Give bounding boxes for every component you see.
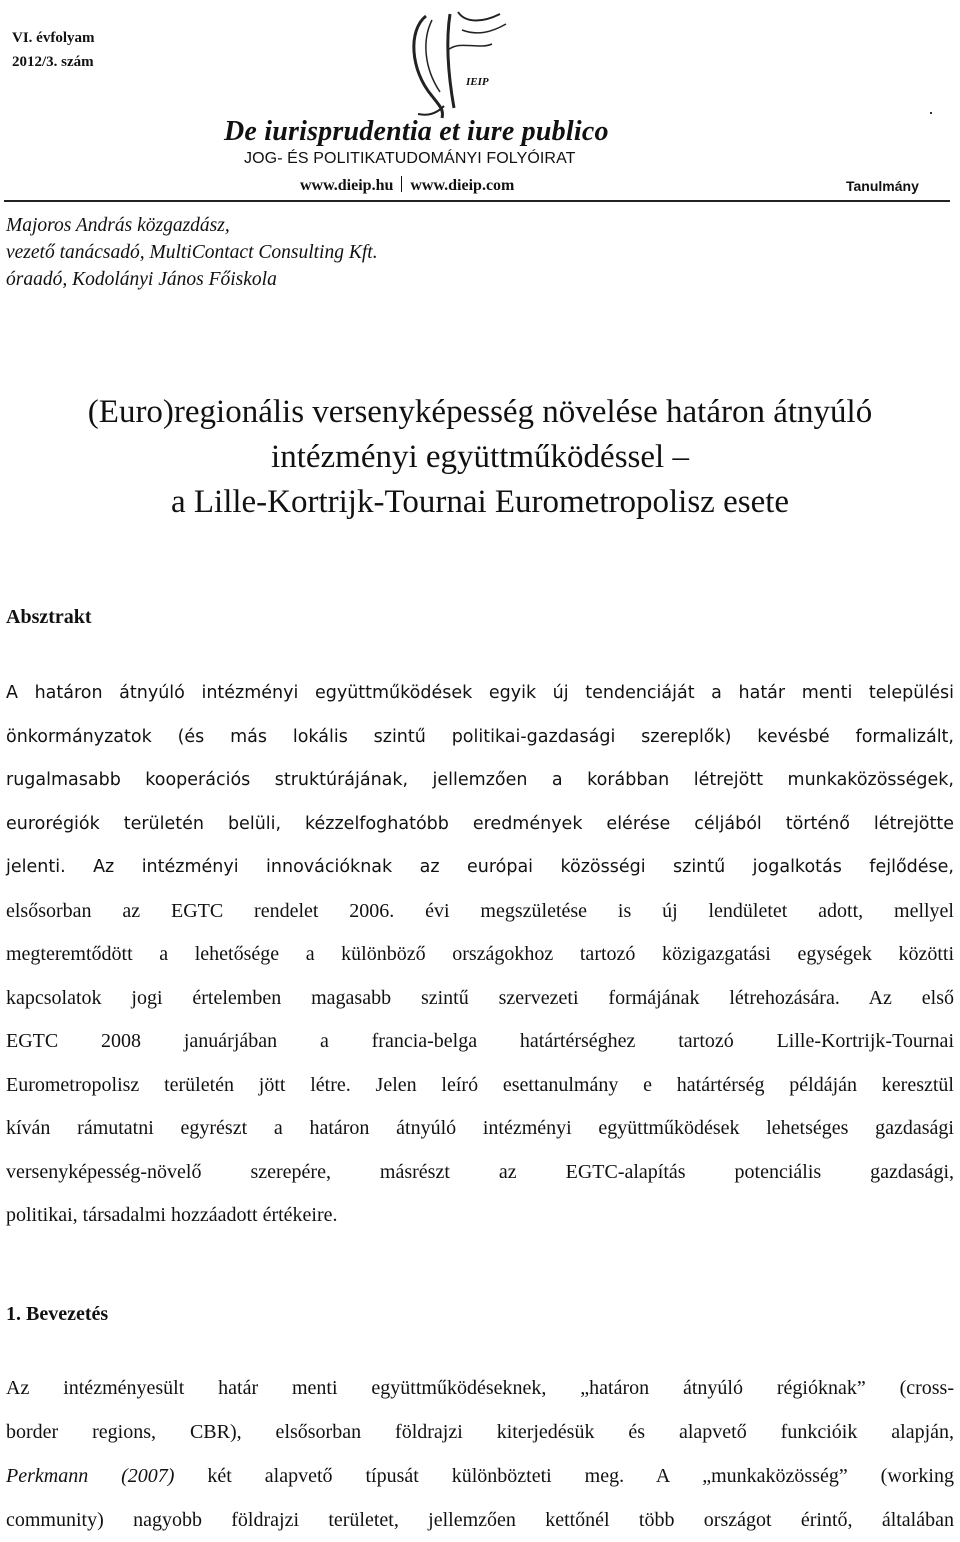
document-type: Tanulmány bbox=[846, 178, 919, 194]
abstract-line: megteremtődött a lehetősége a különböző országokhoz tartozó közigazgatási egységek közötti bbox=[6, 943, 954, 965]
journal-logo bbox=[388, 10, 528, 122]
journal-url-com[interactable]: www.dieip.com bbox=[410, 177, 515, 194]
journal-url-hu[interactable]: www.dieip.hu bbox=[300, 177, 394, 194]
abstract-line: eurorégiók területén belüli, kézzelfoghatóbb eredmények elérése céljából történő létrejötte bbox=[6, 813, 954, 834]
intro-line bbox=[6, 1454, 954, 1498]
citation: Perkmann (2007) bbox=[6, 1465, 175, 1487]
logo-text: IEIP bbox=[466, 76, 489, 88]
intro-line: border regions, CBR), elsősorban földrajzi kiterjedésük és alapvető funkcióik alapján, bbox=[6, 1421, 954, 1443]
speck-decoration bbox=[930, 112, 932, 114]
author-name: Majoros András közgazdász, bbox=[6, 215, 230, 236]
author-position: vezető tanácsadó, MultiContact Consulting Kft. bbox=[6, 242, 378, 263]
abstract-line: versenyképesség-növelő szerepére, másrészt az EGTC-alapítás potenciális gazdasági, bbox=[6, 1160, 954, 1183]
author-block bbox=[6, 212, 378, 293]
abstract-line: kíván rámutatni egyrészt a határon átnyúló intézményi együttműködések lehetséges gazdasági bbox=[6, 1117, 954, 1139]
abstract-line: rugalmasabb kooperációs struktúrájának, jellemzően a korábban létrejött munkaközösségek, bbox=[6, 770, 954, 790]
abstract-line: Eurometropolisz területén jött létre. Jelen leíró esettanulmány e határtérség példáján keresztül bbox=[6, 1073, 954, 1096]
logo-mark-icon bbox=[388, 10, 528, 122]
abstract-heading: Absztrakt bbox=[6, 606, 92, 628]
intro-heading: 1. Bevezetés bbox=[6, 1303, 109, 1325]
title-line-3: a Lille-Kortrijk-Tournai Eurometropolisz esete bbox=[170, 484, 790, 520]
journal-urls bbox=[300, 176, 514, 195]
intro-line: community) nagyobb földrajzi területet, jellemzően kettőnél több országot érintő, általában bbox=[6, 1509, 954, 1531]
intro-text bbox=[6, 1366, 954, 1542]
header-divider bbox=[4, 200, 950, 202]
abstract-line: politikai, társadalmi hozzáadott értékeire. bbox=[6, 1204, 338, 1226]
url-separator bbox=[401, 176, 402, 192]
issue-label: 2012/3. szám bbox=[12, 54, 94, 70]
abstract-text bbox=[6, 672, 954, 1238]
volume-info bbox=[12, 26, 95, 74]
article-title bbox=[0, 390, 960, 525]
title-line-2: intézményi együttműködéssel – bbox=[271, 439, 689, 475]
intro-line-rest: két alapvető típusát különbözteti meg. A „munkaközösség” (working bbox=[174, 1465, 954, 1487]
title-line-1: (Euro)regionális versenyképesség növelése határon átnyúló bbox=[87, 394, 873, 430]
abstract-line: kapcsolatok jogi értelemben magasabb szintű szervezeti formájának létrehozására. Az első bbox=[6, 986, 954, 1009]
journal-subtitle: JOG- ÉS POLITIKATUDOMÁNYI FOLYÓIRAT bbox=[244, 150, 576, 167]
journal-title: De iurisprudentia et iure publico bbox=[224, 116, 609, 147]
intro-line: Az intézményesült határ menti együttműködéseknek, „határon átnyúló régióknak” (cross- bbox=[6, 1377, 954, 1399]
abstract-line: jelenti. Az intézményi innovációknak az európai közösségi szintű jogalkotás fejlődése, bbox=[6, 857, 954, 877]
abstract-line: elsősorban az EGTC rendelet 2006. évi megszületése is új lendületet adott, mellyel bbox=[6, 899, 954, 922]
abstract-line: önkormányzatok (és más lokális szintű politikai-gazdasági szereplők) kevésbé formalizált, bbox=[6, 726, 954, 747]
abstract-line: EGTC 2008 januárjában a francia-belga határtérséghez tartozó Lille-Kortrijk-Tournai bbox=[6, 1030, 954, 1052]
author-affiliation: óraadó, Kodolányi János Főiskola bbox=[6, 269, 277, 290]
volume-label: VI. évfolyam bbox=[12, 30, 95, 46]
abstract-line: A határon átnyúló intézményi együttműködések egyik új tendenciáját a határ menti települési bbox=[6, 683, 954, 703]
